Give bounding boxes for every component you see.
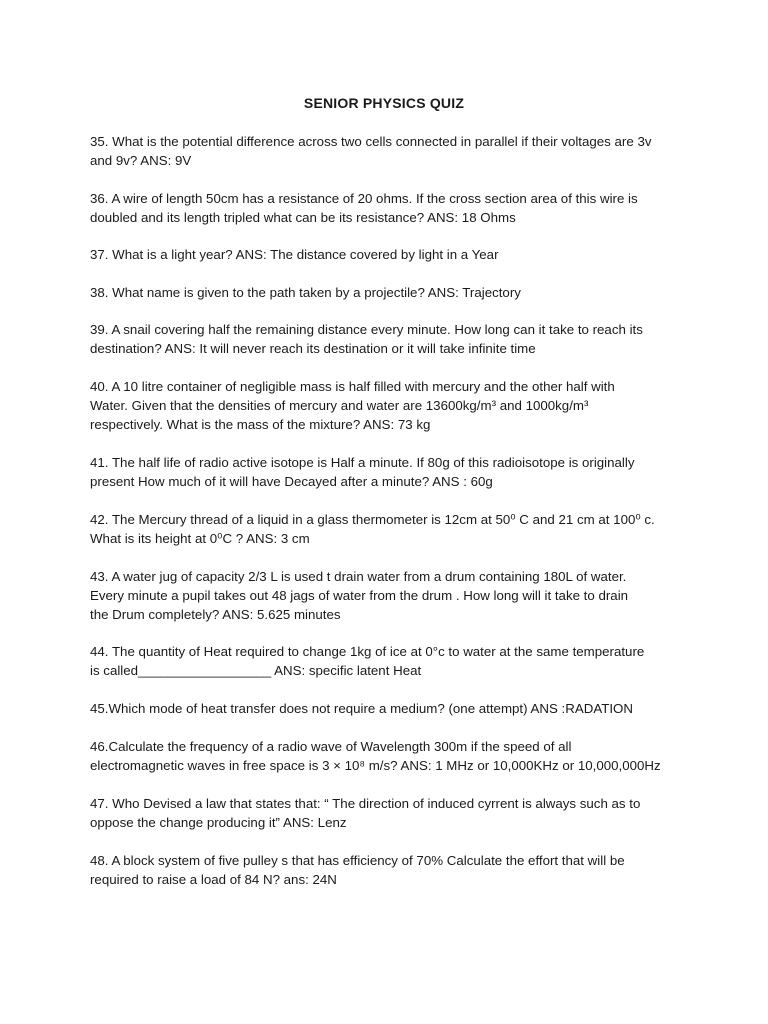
question-line: 48. A block system of five pulley s that has efficiency of 70% Calculate the effort that will be: [90, 853, 625, 868]
question-37: [90, 245, 690, 264]
question-35: [90, 132, 690, 170]
question-46: [90, 737, 690, 775]
question-line: 41. The half life of radio active isotope is Half a minute. If 80g of this radioisotope is originally: [90, 455, 635, 470]
question-line: 43. A water jug of capacity 2/3 L is used t drain water from a drum containing 180L of water.: [90, 569, 627, 584]
question-line: the Drum completely? ANS: 5.625 minutes: [90, 607, 341, 622]
question-42: [90, 510, 690, 548]
question-line: 35. What is the potential difference across two cells connected in parallel if their voltages are 3v: [90, 134, 652, 149]
question-line: doubled and its length tripled what can be its resistance? ANS: 18 Ohms: [90, 210, 516, 225]
question-line: 39. A snail covering half the remaining distance every minute. How long can it take to reach its: [90, 322, 643, 337]
question-line: and 9v? ANS: 9V: [90, 153, 192, 168]
question-44: [90, 642, 690, 680]
question-36: [90, 189, 690, 227]
question-line: Every minute a pupil takes out 48 jags of water from the drum . How long will it take to drain: [90, 588, 629, 603]
question-line: What is its height at 0⁰C ? ANS: 3 cm: [90, 531, 310, 546]
question-line: present How much of it will have Decayed after a minute? ANS : 60g: [90, 474, 493, 489]
question-line: 46.Calculate the frequency of a radio wave of Wavelength 300m if the speed of all: [90, 739, 572, 754]
question-43: [90, 567, 690, 624]
document-title: SENIOR PHYSICS QUIZ: [303, 95, 465, 111]
question-38: [90, 283, 690, 302]
question-line: electromagnetic waves in free space is 3 × 10⁸ m/s? ANS: 1 MHz or 10,000KHz or 10,000,000Hz: [90, 758, 661, 773]
question-line: respectively. What is the mass of the mixture? ANS: 73 kg: [90, 417, 431, 432]
question-39: [90, 320, 690, 358]
question-line: 42. The Mercury thread of a liquid in a glass thermometer is 12cm at 50⁰ C and 21 cm at 100⁰ c.: [90, 512, 655, 527]
question-line: required to raise a load of 84 N? ans: 24N: [90, 872, 337, 887]
question-line: 37. What is a light year? ANS: The distance covered by light in a Year: [90, 247, 499, 262]
question-line: 36. A wire of length 50cm has a resistance of 20 ohms. If the cross section area of this wire is: [90, 191, 638, 206]
question-line: is called__________________ ANS: specific latent Heat: [90, 663, 422, 678]
question-line: 45.Which mode of heat transfer does not require a medium? (one attempt) ANS :RADATION: [90, 701, 633, 716]
question-41: [90, 453, 690, 491]
question-line: oppose the change producing it” ANS: Lenz: [90, 815, 347, 830]
question-line: 40. A 10 litre container of negligible mass is half filled with mercury and the other half with: [90, 379, 615, 394]
question-line: 38. What name is given to the path taken by a projectile? ANS: Trajectory: [90, 285, 521, 300]
question-line: 47. Who Devised a law that states that: “ The direction of induced cyrrent is always such as to: [90, 796, 641, 811]
question-40: [90, 377, 690, 434]
question-47: [90, 794, 690, 832]
question-45: [90, 699, 690, 718]
question-line: destination? ANS: It will never reach its destination or it will take infinite time: [90, 341, 536, 356]
question-line: 44. The quantity of Heat required to change 1kg of ice at 0°c to water at the same temperature: [90, 644, 645, 659]
question-48: [90, 851, 690, 889]
question-line: Water. Given that the densities of mercury and water are 13600kg/m³ and 1000kg/m³: [90, 398, 589, 413]
